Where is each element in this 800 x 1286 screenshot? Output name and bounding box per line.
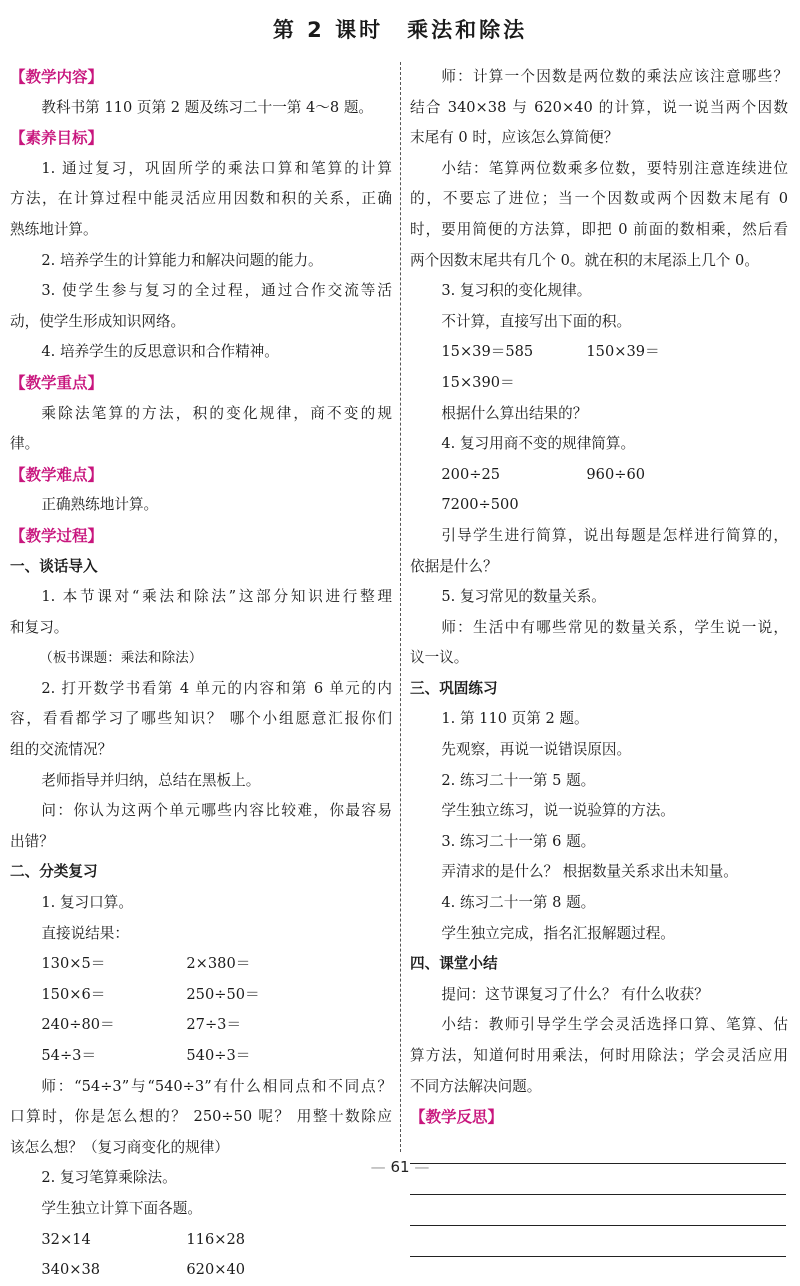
exercise-row <box>410 490 788 521</box>
writing-line[interactable] <box>410 1226 786 1257</box>
exercise-item: 200÷25 <box>441 465 501 483</box>
exercise-row <box>10 1010 392 1041</box>
paragraph-line: 2. 培养学生的计算能力和解决问题的能力。 <box>41 251 323 269</box>
paragraph-line: 出错？ <box>10 832 54 850</box>
paragraph-line: 末尾有 0 时，应该怎么算简便？ <box>410 129 619 147</box>
paragraph-line: 先观察，再说一说错误原因。 <box>441 741 632 759</box>
paragraph-line: 1. 第 110 页第 2 题。 <box>441 710 589 728</box>
paragraph-line: 和复习。 <box>10 618 69 636</box>
subsection-title: 三、巩固练习 <box>410 679 498 697</box>
exercise-item: 15×39＝585 <box>441 343 534 361</box>
exercise-row <box>10 1255 392 1286</box>
exercise-item: 27÷3＝ <box>186 1016 242 1034</box>
exercise-row <box>410 368 788 399</box>
paragraph-line: 小结：教师引导学生学会灵活选择口算、笔算、估 <box>441 1016 788 1034</box>
footer-dash-right: — <box>409 1158 430 1176</box>
paragraph-line: 弄清求的是什么？ 根据数量关系求出未知量。 <box>441 863 738 881</box>
exercise-item: 150×39＝ <box>586 343 660 361</box>
exercise-row <box>10 1041 392 1072</box>
paragraph-line: 老师指导并归纳，总结在黑板上。 <box>41 771 261 789</box>
exercise-row <box>410 337 788 368</box>
paragraph-line: 5. 复习常见的数量关系。 <box>441 588 606 606</box>
paragraph-line: 3. 复习积的变化规律。 <box>441 282 592 300</box>
paragraph: 教科书第 110 页第 2 题及练习二十一第 4～8 题。 <box>41 98 374 116</box>
paragraph-line: 时，要用简便的方法算，即把 0 前面的数相乘，然后看 <box>410 220 788 238</box>
paragraph-line: 1. 复习口算。 <box>41 894 133 912</box>
paragraph-line: 该怎么想？（复习商变化的规律） <box>10 1138 229 1156</box>
page-title: 第 2 课时 乘法和除法 <box>272 18 528 42</box>
exercise-item: 250÷50＝ <box>186 985 260 1003</box>
paragraph-line: 4. 复习用商不变的规律简算。 <box>441 435 636 453</box>
paragraph-line: 乘除法笔算的方法，积的变化规律，商不变的规 <box>41 404 392 422</box>
section-header-difficulty: 【教学难点】 <box>10 465 104 484</box>
paragraph-line: 口算时，你是怎么想的？ 250÷50 呢？ 用整十数除应 <box>10 1108 392 1126</box>
writing-line[interactable] <box>410 1195 786 1226</box>
paragraph-line: 提问：这节课复习了什么？ 有什么收获？ <box>441 985 709 1003</box>
exercise-item <box>586 490 731 521</box>
page-number: 61 <box>390 1158 410 1176</box>
exercise-item <box>586 368 731 399</box>
paragraph-line: 师：计算一个因数是两位数的乘法应该注意哪些？ <box>441 68 788 85</box>
subsection-title: 四、课堂小结 <box>410 955 498 973</box>
paragraph-line: 问：你认为这两个单元哪些内容比较难，你最容易 <box>41 802 392 820</box>
exercise-item: 32×14 <box>41 1230 91 1248</box>
exercise-item: 620×40 <box>186 1261 246 1279</box>
paragraph-line: 根据什么算出结果的？ <box>441 404 588 422</box>
exercise-item: 2×380＝ <box>186 955 251 973</box>
paragraph-line: 不同方法解决问题。 <box>410 1077 542 1095</box>
section-header-process: 【教学过程】 <box>10 526 104 545</box>
exercise-item: 960÷60 <box>586 465 646 483</box>
paragraph-line: 不计算，直接写出下面的积。 <box>441 312 632 330</box>
subsection-title: 一、谈话导入 <box>10 557 98 575</box>
paragraph-line: 师：生活中有哪些常见的数量关系，学生说一说， <box>441 618 788 636</box>
section-header-goals: 【素养目标】 <box>10 129 104 148</box>
paragraph-line: 1. 通过复习，巩固所学的乘法口算和笔算的计算 <box>41 159 392 177</box>
exercise-item: 240÷80＝ <box>41 1016 115 1034</box>
exercise-row <box>10 949 392 980</box>
paragraph-line: 两个因数末尾共有几个 0。就在积的末尾添上几个 0。 <box>410 251 759 269</box>
paragraph-line: 组的交流情况？ <box>10 741 113 759</box>
section-header-teaching-content: 【教学内容】 <box>10 68 104 86</box>
paragraph-line: 结合 340×38 与 620×40 的计算，说一说当两个因数 <box>410 98 788 116</box>
paragraph-line: 议一议。 <box>410 649 469 667</box>
exercise-row <box>10 1225 392 1256</box>
paragraph-line: 方法，在计算过程中能灵活应用因数和积的关系，正确 <box>10 190 392 208</box>
paragraph-line: 律。 <box>10 435 40 453</box>
exercise-item: 54÷3＝ <box>41 1047 97 1064</box>
exercise-row <box>410 460 788 491</box>
footer-dash-left: — <box>370 1158 391 1176</box>
exercise-item: 540÷3＝ <box>186 1047 251 1064</box>
paragraph-line: 依据是什么？ <box>410 557 498 575</box>
paragraph-line: 直接说结果： <box>41 924 129 942</box>
paragraph-line: 动，使学生形成知识网络。 <box>10 312 186 330</box>
exercise-item: 7200÷500 <box>441 496 519 514</box>
section-header-reflection: 【教学反思】 <box>410 1108 504 1127</box>
board-note: （板书课题：乘法和除法） <box>39 650 203 667</box>
paragraph-line: 引导学生进行简算，说出每题是怎样进行简算的， <box>441 526 788 544</box>
paragraph-line: 算方法，知道何时用乘法，何时用除法；学会灵活应用 <box>410 1047 788 1064</box>
paragraph-line: 学生独立完成，指名汇报解题过程。 <box>441 924 675 942</box>
paragraph-line: 2. 打开数学书看第 4 单元的内容和第 6 单元的内 <box>41 679 392 697</box>
exercise-item: 116×28 <box>186 1230 246 1248</box>
paragraph-line: 2. 练习二十一第 5 题。 <box>441 771 596 789</box>
left-column <box>10 62 392 1286</box>
paragraph-line: 小结：笔算两位数乘多位数，要特别注意连续进位 <box>441 159 788 177</box>
right-column <box>410 62 788 1257</box>
paragraph-line: 熟练地计算。 <box>10 220 98 238</box>
column-divider <box>400 62 401 1152</box>
paragraph-line: 师：“54÷3”与“540÷3”有什么相同点和不同点？ <box>41 1077 392 1095</box>
exercise-item: 150×6＝ <box>41 985 106 1003</box>
paragraph-line: 4. 培养学生的反思意识和合作精神。 <box>41 343 279 361</box>
exercise-row <box>10 980 392 1011</box>
section-header-key-points: 【教学重点】 <box>10 373 104 392</box>
paragraph-line: 3. 练习二十一第 6 题。 <box>441 832 596 850</box>
page-footer <box>0 1158 800 1176</box>
paragraph-line: 1. 本节课对“乘法和除法”这部分知识进行整理 <box>41 588 392 606</box>
paragraph-line: 容，看看都学习了哪些知识？ 哪个小组愿意汇报你们 <box>10 710 392 728</box>
exercise-item: 130×5＝ <box>41 955 106 973</box>
paragraph-line: 学生独立计算下面各题。 <box>41 1199 202 1217</box>
exercise-item: 340×38 <box>41 1261 101 1279</box>
exercise-item: 15×390＝ <box>441 373 515 391</box>
paragraph-line: 2. 复习笔算乘除法。 <box>41 1169 177 1187</box>
paragraph-line: 3. 使学生参与复习的全过程，通过合作交流等活 <box>41 282 392 300</box>
paragraph-line: 4. 练习二十一第 8 题。 <box>441 894 596 912</box>
subsection-title: 二、分类复习 <box>10 863 98 881</box>
paragraph-line: 学生独立练习，说一说验算的方法。 <box>441 802 675 820</box>
paragraph-line: 正确熟练地计算。 <box>41 496 159 514</box>
paragraph-line: 的，不要忘了进位；当一个因数或两个因数末尾有 0 <box>410 190 788 208</box>
